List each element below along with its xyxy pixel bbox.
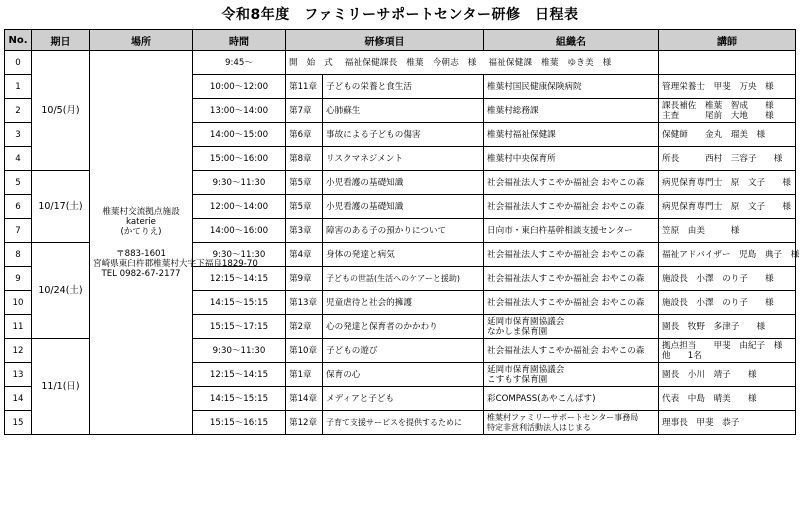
row-topic: 子どもの世話(生活へのケアーと援助)	[323, 267, 484, 291]
row-org: 社会福祉法人すこやか福祉会 おやこの森	[484, 291, 659, 315]
row-lecturer	[659, 51, 796, 75]
row-org: 社会福祉法人すこやか福祉会 おやこの森	[484, 243, 659, 267]
opening-ceremony: 開 始 式 福祉保健課長 椎葉 今朝志 様 福祉保健課 椎葉 ゆき美 様	[286, 51, 659, 75]
row-topic: リスクマネジメント	[323, 147, 484, 171]
row-org	[484, 315, 659, 339]
date-cell: 11/1(日)	[32, 339, 90, 435]
row-org: 社会福祉法人すこやか福祉会 おやこの森	[484, 171, 659, 195]
row-time: 14:15～15:15	[193, 291, 286, 315]
row-chapter: 第12章	[286, 411, 323, 435]
lecturer-line-1: 拠点担当 甲斐 由紀子 様	[662, 340, 783, 351]
date-cell: 10/24(土)	[32, 243, 90, 339]
table-header-row	[5, 30, 796, 51]
row-topic: メディアと子ども	[323, 387, 484, 411]
row-org: 社会福祉法人すこやか福祉会 おやこの森	[484, 195, 659, 219]
row-topic: 保育の心	[323, 363, 484, 387]
org-line-2: なかしま保育園	[487, 326, 548, 337]
row-no: 2	[5, 99, 32, 123]
row-chapter: 第11章	[286, 75, 323, 99]
row-no: 8	[5, 243, 32, 267]
row-lecturer	[659, 99, 796, 123]
row-org: 椎葉村国民健康保険病院	[484, 75, 659, 99]
page-title: 令和8年度 ファミリーサポートセンター研修 日程表	[221, 7, 579, 23]
row-no: 4	[5, 147, 32, 171]
row-org: 椎葉村福祉保健課	[484, 123, 659, 147]
row-org: 社会福祉法人すこやか福祉会 おやこの森	[484, 339, 659, 363]
row-topic: 身体の発達と病気	[323, 243, 484, 267]
header-lecturer: 講師	[659, 30, 796, 51]
row-topic: 心肺蘇生	[323, 99, 484, 123]
row-org	[484, 363, 659, 387]
row-chapter: 第9章	[286, 267, 323, 291]
venue-postal: 〒883-1601	[116, 248, 166, 259]
row-chapter: 第5章	[286, 195, 323, 219]
row-time: 14:00～15:00	[193, 123, 286, 147]
row-lecturer	[659, 339, 796, 363]
row-lecturer: 園長 小川 靖子 様	[659, 363, 796, 387]
header-date: 期日	[32, 30, 90, 51]
row-lecturer: 代表 中島 晴美 様	[659, 387, 796, 411]
org-line-2: 特定非営利活動法人はじまる	[487, 422, 591, 432]
row-no: 3	[5, 123, 32, 147]
org-line-1: 延岡市保育園協議会	[487, 364, 565, 375]
row-chapter: 第4章	[286, 243, 323, 267]
row-chapter: 第13章	[286, 291, 323, 315]
row-chapter: 第8章	[286, 147, 323, 171]
row-time: 9:45～	[193, 51, 286, 75]
row-chapter: 第10章	[286, 339, 323, 363]
row-org: 彩COMPASS(あやこんぱす)	[484, 387, 659, 411]
row-topic: 子育て支援サービスを提供するために	[323, 411, 484, 435]
row-topic: 子どもの栄養と食生活	[323, 75, 484, 99]
row-lecturer: 福祉アドバイザー 児島 典子 様	[659, 243, 796, 267]
row-lecturer: 保健師 金丸 瑠美 様	[659, 123, 796, 147]
row-org: 椎葉村総務課	[484, 99, 659, 123]
header-topic: 研修項目	[286, 30, 484, 51]
row-no: 15	[5, 411, 32, 435]
row-no: 10	[5, 291, 32, 315]
row-org: 椎葉村中央保育所	[484, 147, 659, 171]
lecturer-line-2: 他 1名	[662, 350, 702, 361]
row-time: 15:15～16:15	[193, 411, 286, 435]
row-chapter: 第14章	[286, 387, 323, 411]
row-chapter: 第2章	[286, 315, 323, 339]
header-no: No.	[5, 30, 32, 51]
row-time: 15:15～17:15	[193, 315, 286, 339]
row-chapter: 第1章	[286, 363, 323, 387]
row-time: 12:15～14:15	[193, 363, 286, 387]
row-topic: 事故による子どもの傷害	[323, 123, 484, 147]
row-chapter: 第6章	[286, 123, 323, 147]
row-org	[484, 411, 659, 435]
row-no: 11	[5, 315, 32, 339]
row-chapter: 第3章	[286, 219, 323, 243]
row-lecturer: 施設長 小澤 のり子 様	[659, 291, 796, 315]
row-topic: 児童虐待と社会的擁護	[323, 291, 484, 315]
row-no: 1	[5, 75, 32, 99]
header-venue: 場所	[90, 30, 193, 51]
row-org: 日向市・東臼杵基幹相談支援センター	[484, 219, 659, 243]
org-line-2: こすもす保育園	[487, 374, 548, 385]
row-time: 14:00～16:00	[193, 219, 286, 243]
row-chapter: 第7章	[286, 99, 323, 123]
row-no: 6	[5, 195, 32, 219]
row-topic: 心の発達と保育者のかかわり	[323, 315, 484, 339]
lecturer-line-2: 主査 尾前 大地 様	[662, 110, 774, 121]
venue-name: 椎葉村交流拠点施設	[102, 206, 180, 217]
row-lecturer: 病児保育専門士 原 文子 様	[659, 171, 796, 195]
row-topic: 小児看護の基礎知識	[323, 195, 484, 219]
row-no: 9	[5, 267, 32, 291]
schedule-table	[4, 29, 800, 435]
row-chapter: 第5章	[286, 171, 323, 195]
row-time: 13:00～14:00	[193, 99, 286, 123]
row-lecturer: 管理栄養士 甲斐 万央 様	[659, 75, 796, 99]
row-lecturer: 病児保育専門士 原 文子 様	[659, 195, 796, 219]
lecturer-line-1: 課長補佐 椎葉 智成 様	[662, 100, 774, 111]
row-time: 15:00～16:00	[193, 147, 286, 171]
row-no: 14	[5, 387, 32, 411]
venue-address: 宮崎県東臼杵郡椎葉村大字下福良1829-70	[93, 258, 258, 269]
venue-tel: TEL 0982-67-2177	[101, 268, 181, 279]
row-lecturer: 所長 西村 三容子 様	[659, 147, 796, 171]
venue-spacer	[93, 237, 189, 249]
date-cell: 10/17(土)	[32, 171, 90, 243]
row-lecturer: 施設長 小澤 のり子 様	[659, 267, 796, 291]
row-no: 0	[5, 51, 32, 75]
row-time: 12:00～14:00	[193, 195, 286, 219]
header-time: 時間	[193, 30, 286, 51]
table-row	[5, 51, 796, 75]
row-time: 14:15～15:15	[193, 387, 286, 411]
org-line-1: 延岡市保育園協議会	[487, 316, 565, 327]
row-org: 社会福祉法人すこやか福祉会 おやこの森	[484, 267, 659, 291]
row-time: 9:30～11:30	[193, 171, 286, 195]
header-org: 組織名	[484, 30, 659, 51]
row-time: 10:00～12:00	[193, 75, 286, 99]
row-lecturer: 笠原 由美 様	[659, 219, 796, 243]
row-time: 12:15～14:15	[193, 267, 286, 291]
row-time: 9:30～11:30	[193, 339, 286, 363]
row-no: 13	[5, 363, 32, 387]
org-line-1: 椎葉村ファミリーサポートセンター事務局	[487, 412, 639, 422]
row-topic: 子どもの遊び	[323, 339, 484, 363]
row-no: 7	[5, 219, 32, 243]
row-topic: 障害のある子の預かりについて	[323, 219, 484, 243]
venue-name-en: katerie	[126, 216, 156, 227]
date-cell: 10/5(月)	[32, 51, 90, 171]
venue-name-kana: (かてりえ)	[120, 226, 162, 237]
row-no: 5	[5, 171, 32, 195]
row-topic: 小児看護の基礎知識	[323, 171, 484, 195]
row-lecturer: 園長 牧野 多津子 様	[659, 315, 796, 339]
row-time: 9:30～11:30	[193, 243, 286, 267]
row-no: 12	[5, 339, 32, 363]
row-lecturer: 理事長 甲斐 恭子	[659, 411, 796, 435]
